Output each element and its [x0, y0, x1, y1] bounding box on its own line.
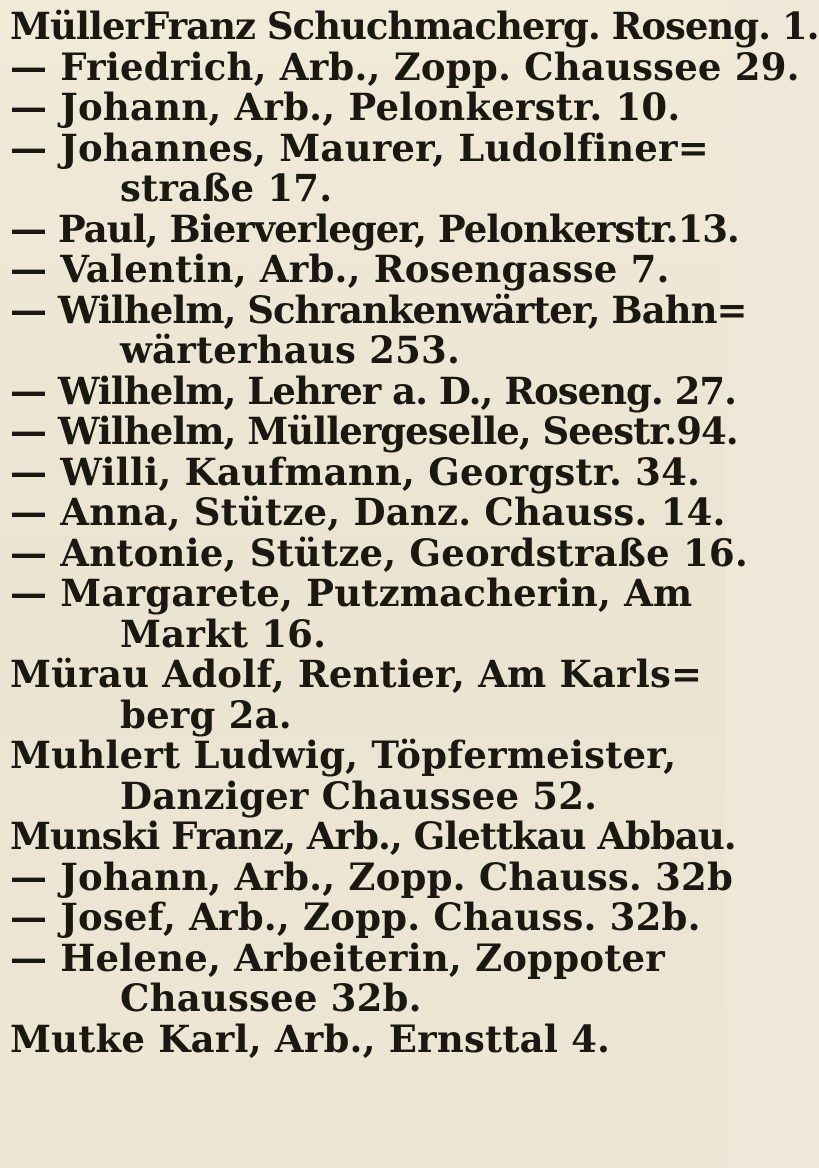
directory-line: — Friedrich, Arb., Zopp. Chaussee 29. — [10, 44, 800, 89]
directory-line: — Wilhelm, Lehrer a. D., Roseng. 27. — [10, 368, 737, 413]
directory-line: — Anna, Stütze, Danz. Chauss. 14. — [10, 490, 726, 534]
directory-line: — Johann, Arb., Pelonkerstr. 10. — [10, 85, 681, 129]
directory-line: wärterhaus 253. — [120, 328, 461, 372]
directory-line: — Willi, Kaufmann, Georgstr. 34. — [10, 449, 701, 494]
page-fade — [0, 1128, 726, 1168]
directory-line: Chaussee 32b. — [120, 976, 422, 1020]
directory-line: Mürau Adolf, Rentier, Am Karls= — [10, 652, 703, 696]
directory-line: — Wilhelm, Müllergeselle, Seestr.94. — [10, 409, 738, 453]
directory-line: berg 2a. — [120, 692, 292, 737]
directory-line: — Johannes, Maurer, Ludolfiner= — [10, 125, 709, 170]
directory-line: straße 17. — [120, 166, 333, 210]
directory-line: — Margarete, Putzmacherin, Am — [10, 571, 693, 615]
directory-line: Muhlert Ludwig, Töpfermeister, — [10, 733, 677, 777]
directory-line: — Valentin, Arb., Rosengasse 7. — [10, 247, 670, 291]
directory-line: — Antonie, Stütze, Geordstraße 16. — [10, 530, 748, 575]
directory-line: Munski Franz, Arb., Glettkau Abbau. — [10, 814, 736, 858]
directory-line: — Josef, Arb., Zopp. Chauss. 32b. — [10, 895, 701, 939]
directory-line: — Johann, Arb., Zopp. Chauss. 32b — [10, 854, 734, 899]
directory-line: Markt 16. — [120, 611, 327, 656]
directory-line: — Wilhelm, Schrankenwärter, Bahn= — [10, 287, 747, 332]
directory-line: Mutke Karl, Arb., Ernsttal 4. — [10, 1016, 611, 1061]
directory-line: — Helene, Arbeiterin, Zoppoter — [10, 935, 665, 980]
directory-line: — Paul, Bierverleger, Pelonkerstr.13. — [10, 206, 739, 251]
directory-line: MüllerFranz Schuchmacherg. Roseng. 1. — [10, 4, 819, 48]
directory-line: Danziger Chaussee 52. — [120, 773, 598, 818]
